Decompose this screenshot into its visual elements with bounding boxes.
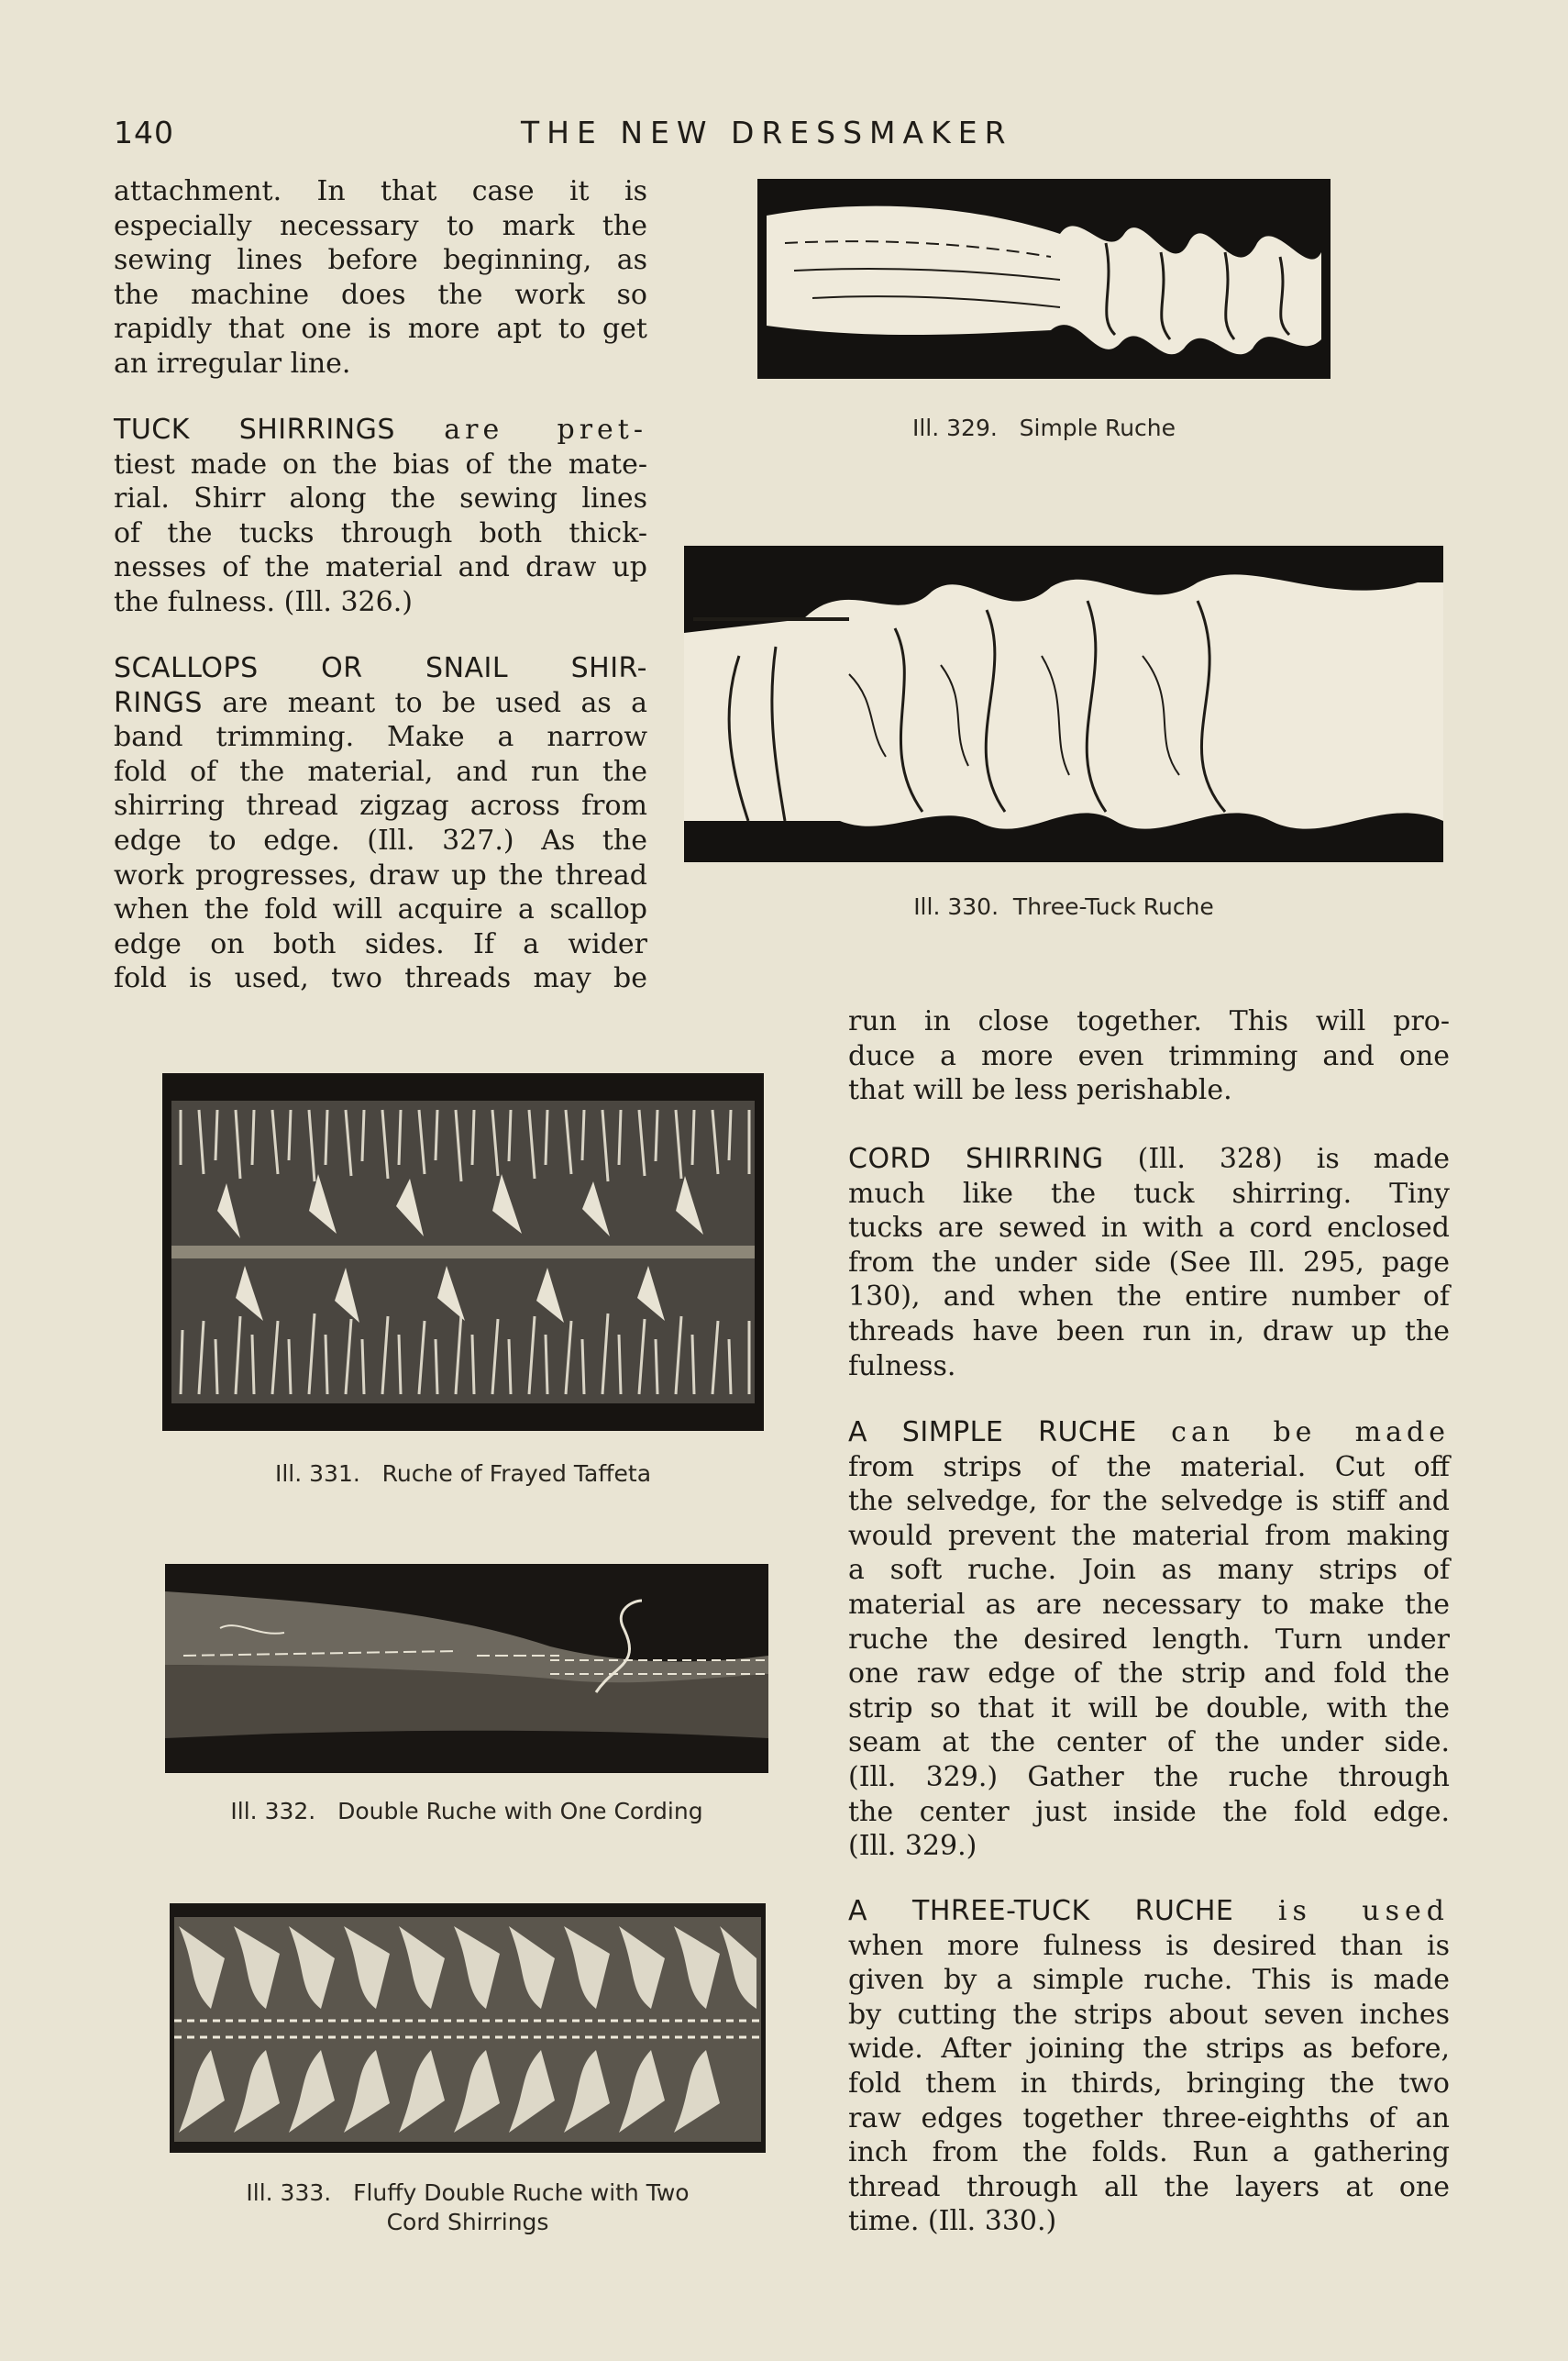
page-number: 140	[114, 115, 174, 150]
paragraph-scallops: SCALLOPS OR SNAIL SHIR- RINGS are meant to be used as a band trimming. Make a narrow fold of the material, and run the shirring thread zigzag across from edge to edge. (Ill. 327.) As the work progresses, draw up the thread when the fold will acquire a scallop edge on both sides. If a wider fold is used, two threads may be	[114, 652, 647, 995]
paragraph-run-in: run in close together. This will pro- duce a more even trimming and one that will be less perishable.	[848, 1005, 1450, 1107]
paragraph-three-tuck-ruche: A THREE-TUCK RUCHE is used when more fulness is desired than is given by a simple ruche. This is made by cutting the strips about seven inches wide. After joining the strips as before, fold them in thirds, bringing the two raw edges together three-eighths of an inch from the folds. Run a gathering thread through all the layers at one time. (Ill. 330.)	[848, 1895, 1450, 2238]
illustration-frayed-taffeta-ruche	[162, 1073, 764, 1431]
caption-ill-330: Ill. 330. Three-Tuck Ruche	[913, 893, 1214, 920]
caption-ill-332: Ill. 332. Double Ruche with One Cording	[230, 1798, 703, 1824]
paragraph-attachment: attachment. In that case it is especially necessary to mark the sewing lines before beginning, as the machine does the work so rapidly that one is more apt to get an irregular line.	[114, 175, 647, 380]
illustration-simple-ruche	[757, 179, 1331, 379]
caption-ill-329: Ill. 329. Simple Ruche	[911, 415, 1176, 441]
illustration-fluffy-double-ruche	[170, 1903, 766, 2153]
paragraph-tuck-shirrings: TUCK SHIRRINGS are pret- tiest made on the bias of the mate- rial. Shirr along the sewing lines of the tucks through both thick- nesses of the material and draw up the fulness. (Ill. 326.)	[114, 414, 647, 618]
illustration-double-ruche-one-cording	[165, 1564, 768, 1773]
caption-ill-333: Ill. 333. Fluffy Double Ruche with Two Cord Shirrings	[246, 2179, 690, 2235]
caption-ill-331: Ill. 331. Ruche of Frayed Taffeta	[274, 1460, 652, 1487]
running-title: THE NEW DRESSMAKER	[521, 115, 1013, 150]
tuck-shirrings-lead: TUCK SHIRRINGS	[114, 414, 395, 446]
paragraph-simple-ruche: A SIMPLE RUCHE can be made from strips of the material. Cut off the selvedge, for the selvedge is stiff and would prevent the material from making a soft ruche. Join as many strips of material as are necessary to make the ruche the desired length. Turn under one raw edge of the strip and fold the strip so that it will be double, with the seam at the center of the under side. (Ill. 329.) Gather the ruche through the center just inside the fold edge. (Ill. 329.)	[848, 1416, 1450, 1863]
paragraph-cord-shirring: CORD SHIRRING (Ill. 328) is made much like the tuck shirring. Tiny tucks are sewed in with a cord enclosed from the under side (See Ill. 295, page 130), and when the entire number of threads have been run in, draw up the fulness.	[848, 1143, 1451, 1382]
illustration-three-tuck-ruche	[684, 546, 1443, 862]
